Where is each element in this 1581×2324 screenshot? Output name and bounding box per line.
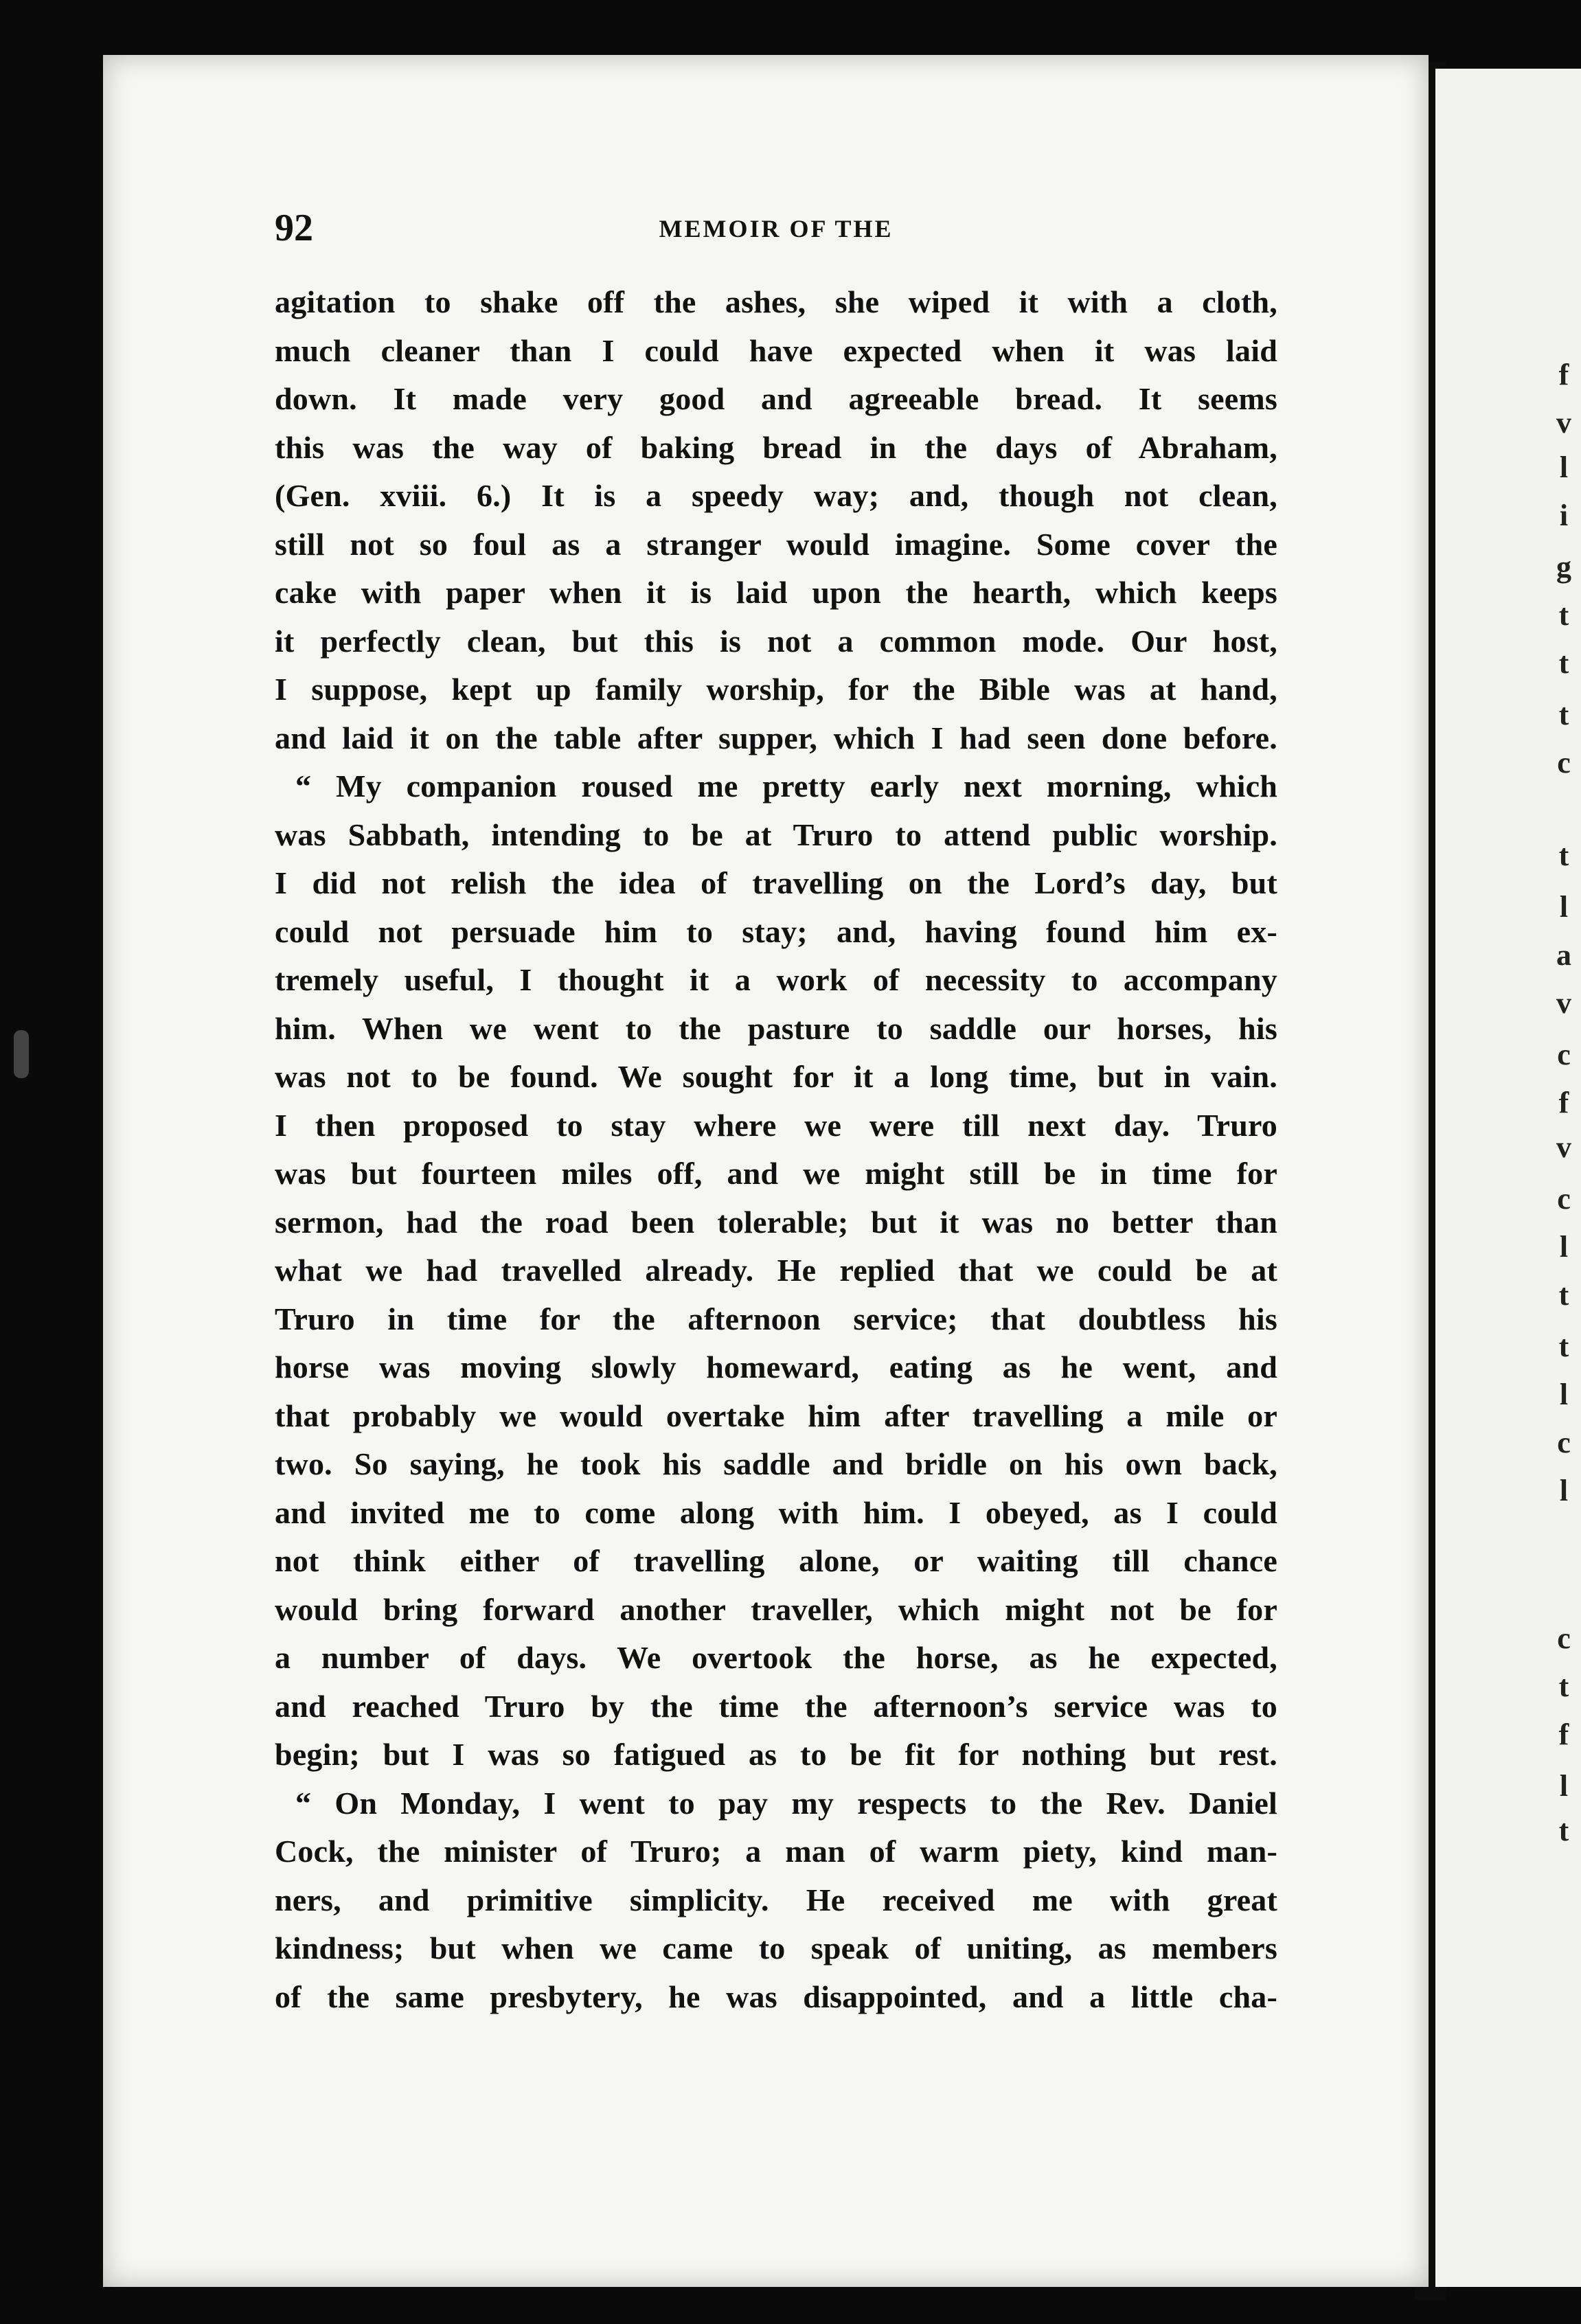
facing-page-fragment: t [1558, 698, 1569, 731]
facing-page-fragment: t [1558, 1330, 1569, 1363]
text-line: Truro in time for the afternoon service; that doubtless his [275, 1301, 1277, 1336]
facing-page-fragment: c [1557, 746, 1571, 779]
facing-page-fragment: v [1556, 406, 1571, 440]
text-line: Cock, the minister of Truro; a man of warm piety, kind man- [275, 1834, 1277, 1869]
facing-page-fragment: f [1558, 1718, 1569, 1751]
facing-page-fragment: v [1556, 1130, 1571, 1164]
facing-page-fragment: c [1557, 1038, 1571, 1071]
facing-page-fragment: l [1559, 1474, 1569, 1507]
text-line: of the same presbytery, he was disappointed, and a little cha- [275, 1979, 1277, 2014]
text-line: sermon, had the road been tolerable; but it was no better than [275, 1204, 1277, 1240]
facing-page-fragment: c [1557, 1182, 1571, 1216]
text-line: cake with paper when it is laid upon the hearth, which keeps [275, 575, 1277, 610]
text-line: I then proposed to stay where we were till next day. Truro [275, 1107, 1277, 1143]
text-line: I did not relish the idea of travelling on the Lord’s day, but [275, 865, 1277, 900]
text-line: ners, and primitive simplicity. He received me with great [275, 1882, 1277, 1917]
text-line: agitation to shake off the ashes, she wiped it with a cloth, [275, 284, 1277, 319]
text-line: “ My companion roused me pretty early next morning, which [295, 768, 1277, 804]
text-line: begin; but I was so fatigued as to be fit for nothing but rest. [275, 1737, 1277, 1772]
facing-page-fragment: v [1556, 986, 1571, 1020]
facing-page-fragment: t [1558, 598, 1569, 632]
text-line: and invited me to come along with him. I obeyed, as I could [275, 1494, 1277, 1530]
text-line: I suppose, kept up family worship, for the Bible was at hand, [275, 672, 1277, 707]
page-number: 92 [275, 207, 313, 249]
text-line: him. When we went to the pasture to saddle our horses, his [275, 1010, 1277, 1046]
scan-smudge [14, 1030, 29, 1078]
text-line: was not to be found. We sought for it a long time, but in vain. [275, 1059, 1277, 1094]
text-line: could not persuade him to stay; and, having found him ex- [275, 913, 1277, 949]
facing-page-fragment: t [1558, 646, 1569, 680]
text-line: would bring forward another traveller, which might not be for [275, 1591, 1277, 1627]
facing-page-fragment: f [1558, 1086, 1569, 1119]
body-text [275, 278, 1277, 2021]
text-line: that probably we would overtake him after travelling a mile or [275, 1398, 1277, 1433]
text-line: tremely useful, I thought it a work of necessity to accompany [275, 962, 1277, 997]
facing-page-fragment: t [1558, 1278, 1569, 1312]
facing-page-fragment: c [1557, 1426, 1571, 1459]
text-line: “ On Monday, I went to pay my respects to the Rev. Daniel [295, 1785, 1277, 1821]
text-line: horse was moving slowly homeward, eating as he went, and [275, 1349, 1277, 1385]
running-head: MEMOIR OF THE [659, 215, 894, 242]
text-line: it perfectly clean, but this is not a common mode. Our host, [275, 623, 1277, 659]
text-line: this was the way of baking bread in the days of Abraham, [275, 429, 1277, 465]
facing-page-edge-text [1435, 69, 1581, 2287]
text-line: was Sabbath, intending to be at Truro to attend public worship. [275, 817, 1277, 852]
facing-page [1435, 69, 1581, 2287]
facing-page-fragment: l [1559, 1230, 1569, 1264]
text-line: two. So saying, he took his saddle and bridle on his own back, [275, 1446, 1277, 1481]
text-line: not think either of travelling alone, or waiting till chance [275, 1543, 1277, 1578]
facing-page-fragment: l [1559, 451, 1569, 484]
text-line: kindness; but when we came to speak of uniting, as members [275, 1930, 1277, 1966]
page-header [275, 206, 1277, 254]
facing-page-fragment: c [1557, 1621, 1571, 1655]
text-line: still not so foul as a stranger would imagine. Some cover the [275, 526, 1277, 562]
text-line: much cleaner than I could have expected when it was laid [275, 332, 1277, 368]
text-line: and reached Truro by the time the afternoon’s service was to [275, 1688, 1277, 1724]
facing-page-fragment: g [1556, 550, 1571, 584]
text-line: (Gen. xviii. 6.) It is a speedy way; and, though not clean, [275, 478, 1277, 513]
facing-page-fragment: l [1559, 1769, 1569, 1803]
facing-page-fragment: i [1559, 499, 1569, 532]
facing-page-fragment: l [1559, 1378, 1569, 1411]
facing-page-fragment: t [1558, 839, 1569, 872]
facing-page-fragment: t [1558, 1670, 1569, 1703]
text-line: what we had travelled already. He replied that we could be at [275, 1253, 1277, 1288]
facing-page-fragment: t [1558, 1814, 1569, 1847]
text-line: was but fourteen miles off, and we might still be in time for [275, 1156, 1277, 1191]
text-line: a number of days. We overtook the horse, as he expected, [275, 1640, 1277, 1675]
facing-page-fragment: a [1556, 938, 1571, 972]
text-line: down. It made very good and agreeable bread. It seems [275, 381, 1277, 416]
facing-page-fragment: f [1558, 358, 1569, 391]
text-line: and laid it on the table after supper, which I had seen done before. [275, 720, 1277, 755]
facing-page-fragment: l [1559, 890, 1569, 924]
